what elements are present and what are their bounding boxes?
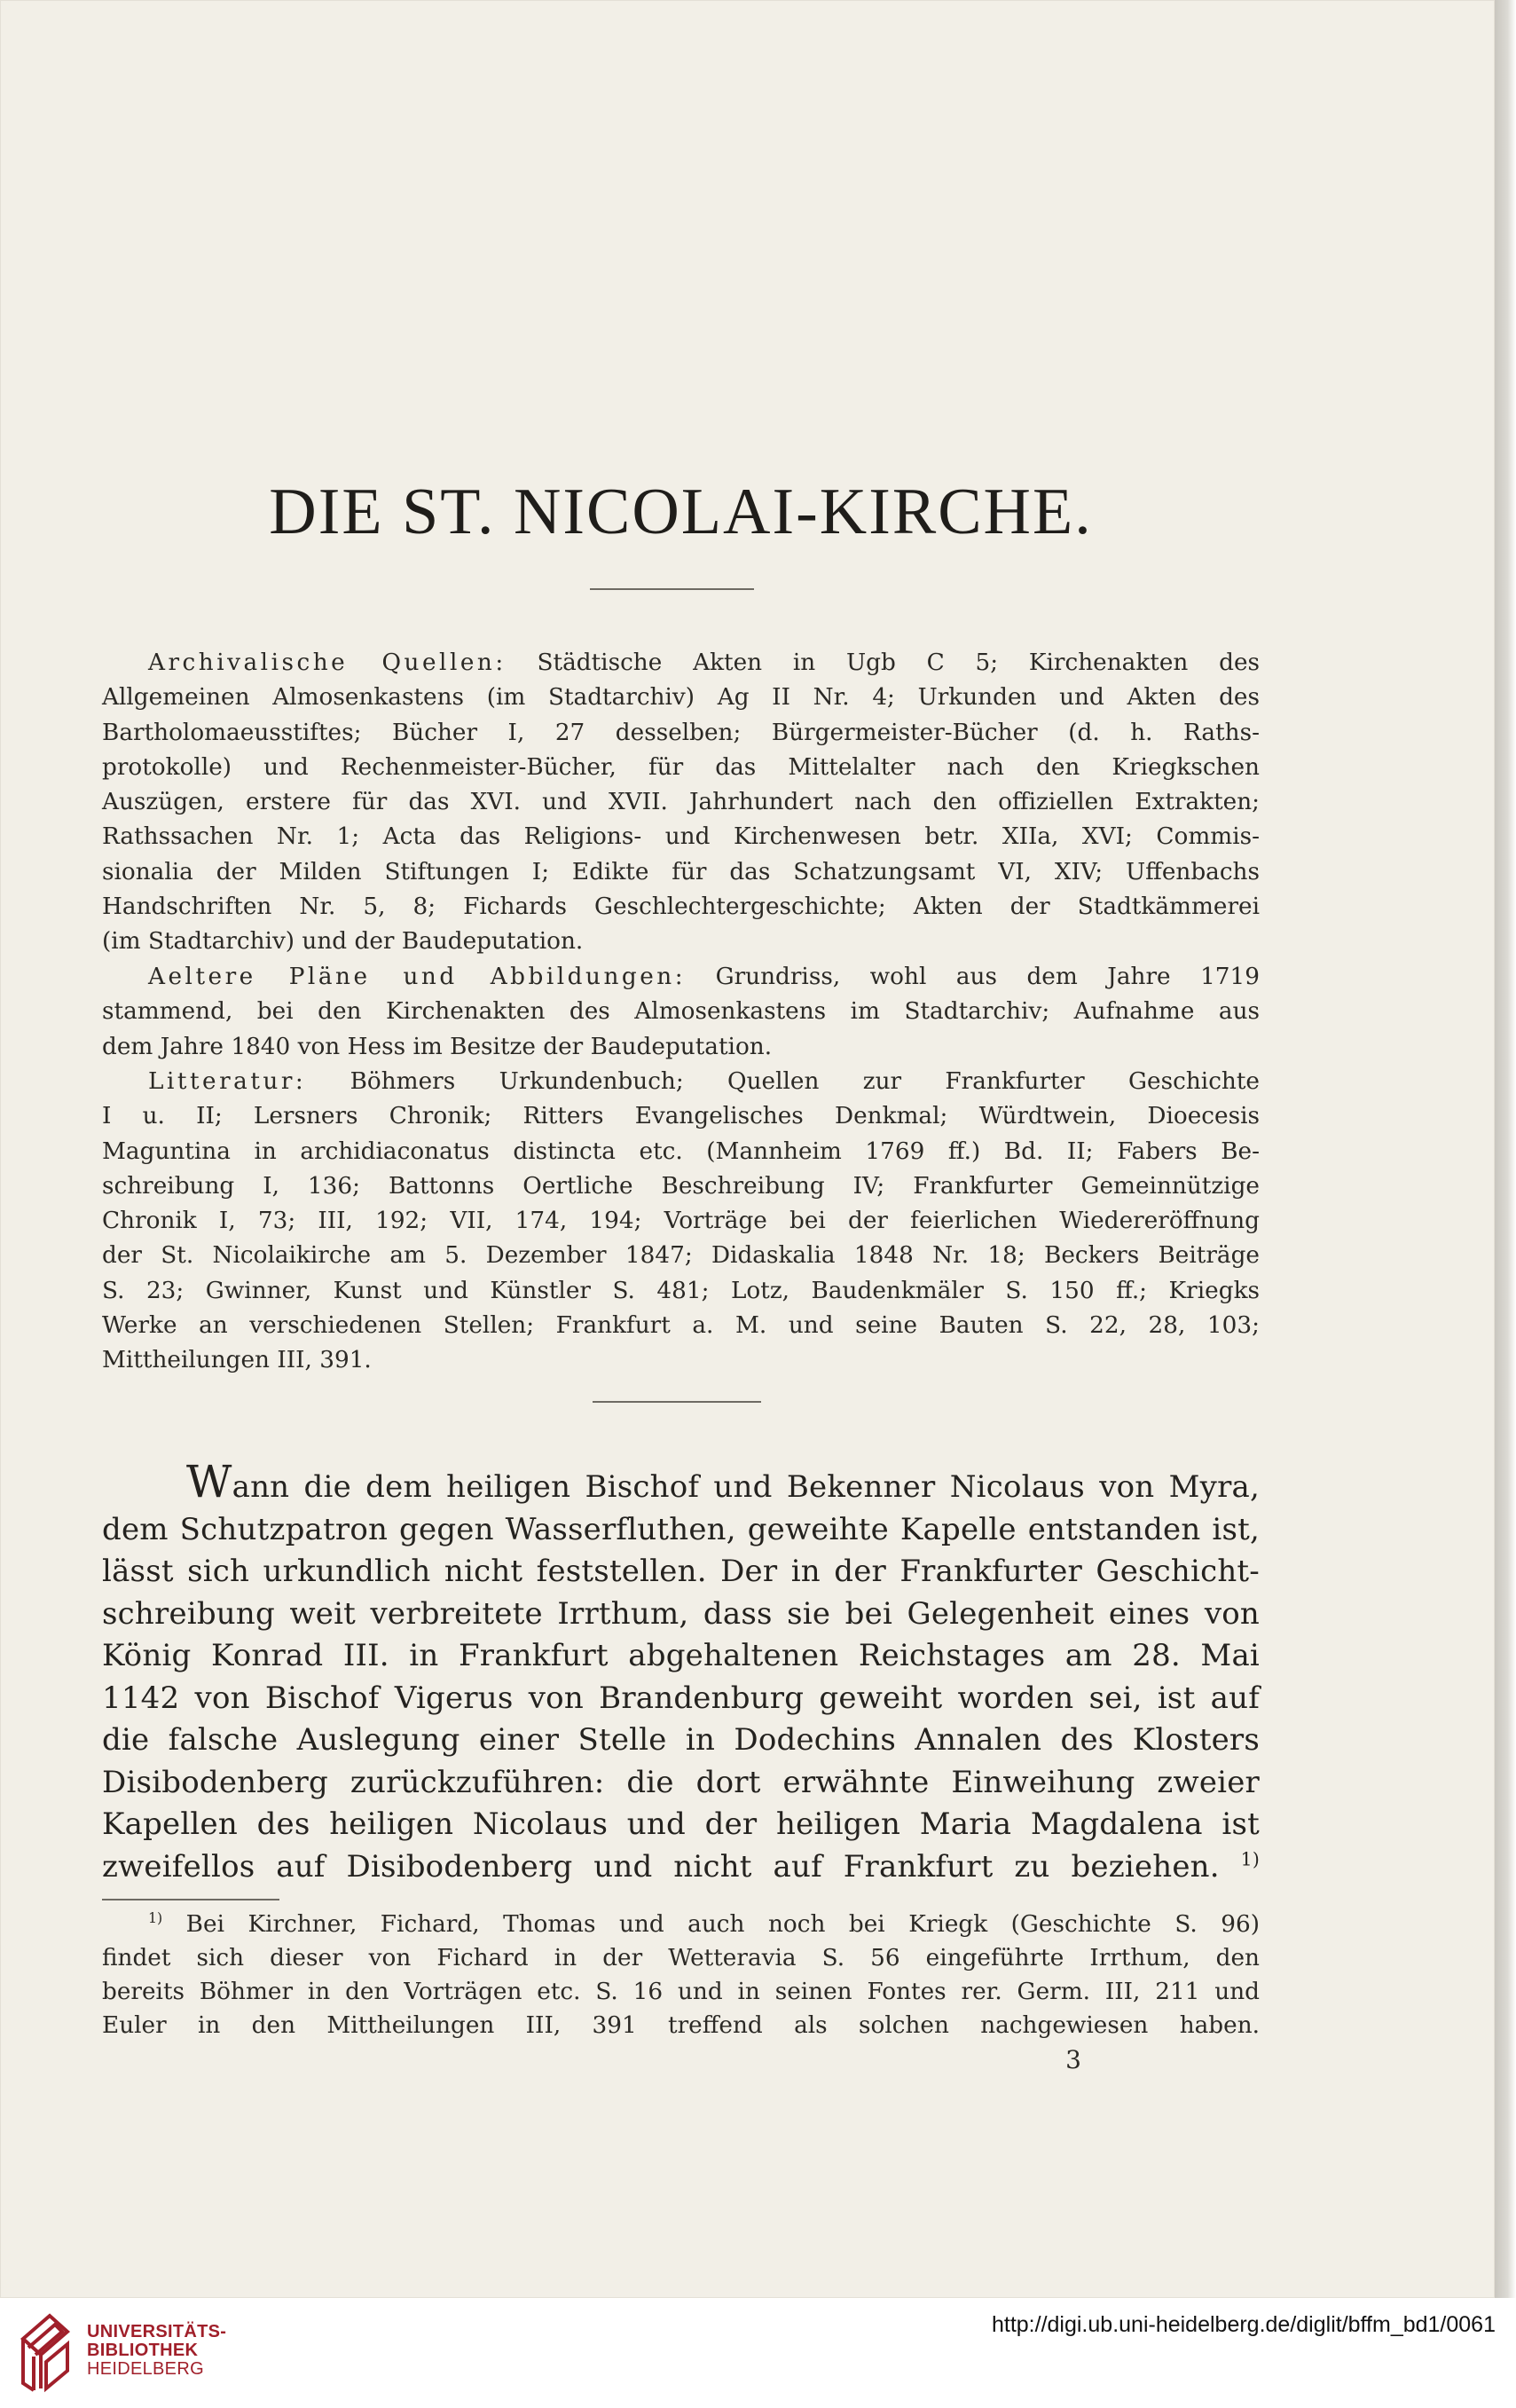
text-line: Wann die dem heiligen Bischof und Bekenner Nicolaus von Myra, — [186, 1456, 1260, 1507]
section-label: Archivalische Quellen: — [148, 649, 507, 676]
section-label: Litteratur: — [148, 1068, 307, 1095]
text-line: Archivalische Quellen: Städtische Akten in Ugb C 5; Kirchenakten des — [148, 649, 1261, 676]
text-line: stammend, bei den Kirchenakten des Almosenkastens im Stadtarchiv; Aufnahme aus — [102, 998, 1260, 1026]
title-divider — [590, 588, 754, 590]
text-line: Werke an verschiedenen Stellen; Frankfurt a. M. und seine Bauten S. 22, 28, 103; — [102, 1312, 1260, 1340]
text-line: sionalia der Milden Stiftungen I; Edikte für das Schatzungsamt VI, XIV; Uffenbachs — [102, 858, 1260, 885]
text-line: Kapellen des heiligen Nicolaus und der heiligen Maria Magdalena ist — [102, 1806, 1260, 1842]
text-line: die falsche Auslegung einer Stelle in Dodechins Annalen des Klosters — [102, 1722, 1260, 1758]
section-label: Aeltere Pläne und Abbildungen: — [148, 964, 687, 990]
text-line: Auszügen, erstere für das XVI. und XVII. Jahrhundert nach den offiziellen Extrakten; — [102, 789, 1260, 816]
footnote — [102, 1908, 1260, 2042]
library-name: UNIVERSITÄTS- BIBLIOTHEK HEIDELBERG — [87, 2322, 227, 2379]
text-line: zweifellos auf Disibodenberg und nicht auf Frankfurt zu beziehen. $^{1)}$ — [102, 1848, 1260, 1885]
text-line: 1142 von Bischof Vigerus von Brandenburg geweiht worden sei, ist auf — [102, 1680, 1260, 1716]
text-line: Chronik I, 73; III, 192; VII, 174, 194; Vorträge bei der feierlichen Wiedereröffnung — [102, 1208, 1260, 1235]
archival-sources-paragraph — [102, 646, 1260, 960]
text-line: protokolle) und Rechenmeister-Bücher, für das Mittelalter nach den Kriegkschen — [102, 753, 1260, 781]
text-line: der St. Nicolaikirche am 5. Dezember 1847; Didaskalia 1848 Nr. 18; Beckers Beiträge — [102, 1242, 1260, 1270]
text-line: bereits Böhmer in den Vorträgen etc. S. 16 und in seinen Fontes rer. Germ. III, 211 und — [102, 1979, 1260, 2005]
text-line: dem Jahre 1840 von Hess im Besitze der Baudeputation. — [102, 1033, 773, 1060]
text-line: Mittheilungen III, 391. — [102, 1347, 372, 1374]
text-line: Handschriften Nr. 5, 8; Fichards Geschlechtergeschichte; Akten der Stadtkämmerei — [102, 893, 1260, 921]
text-line: dem Schutzpatron gegen Wasserfluthen, geweihte Kapelle entstanden ist, — [102, 1511, 1260, 1547]
library-logo-icon — [16, 2312, 75, 2394]
page-number: 3 — [1065, 2045, 1081, 2074]
text-line: schreibung weit verbreitete Irrthum, dass sie bei Gelegenheit eines von — [102, 1595, 1260, 1632]
literature-paragraph — [102, 1065, 1260, 1379]
page-title: DIE ST. NICOLAI-KIRCHE. — [269, 476, 1093, 548]
text-line: $^{1)}$ Bei Kirchner, Fichard, Thomas und auch noch bei Kriegk (Geschichte S. 96) — [148, 1909, 1260, 1938]
text-line: findet sich dieser von Fichard in der Wetteravia S. 56 eingeführte Irrthum, den — [102, 1945, 1260, 1971]
text-line: Aeltere Pläne und Abbildungen: Grundriss, wohl aus dem Jahre 1719 — [148, 964, 1260, 990]
text-line: Litteratur: Böhmers Urkundenbuch; Quellen zur Frankfurter Geschichte — [148, 1068, 1260, 1095]
footnote-divider — [102, 1899, 279, 1900]
main-text — [102, 1456, 1260, 1888]
text-line: lässt sich urkundlich nicht feststellen. Der in der Frankfurter Geschicht- — [102, 1554, 1260, 1589]
footnote-marker: 1) — [148, 1909, 163, 1927]
text-line: Allgemeinen Almosenkastens (im Stadtarchiv) Ag II Nr. 4; Urkunden und Akten des — [102, 684, 1260, 712]
text-line: schreibung I, 136; Battonns Oertliche Beschreibung IV; Frankfurter Gemeinnützige — [102, 1172, 1260, 1200]
text-line: (im Stadtarchiv) und der Baudeputation. — [102, 928, 584, 956]
text-line: Rathssachen Nr. 1; Acta das Religions- und Kirchenwesen betr. XIIa, XVI; Commis- — [102, 823, 1260, 851]
text-line: Maguntina in archidiaconatus distincta etc. (Mannheim 1769 ff.) Bd. II; Fabers Be- — [102, 1137, 1260, 1165]
plans-paragraph — [102, 960, 1260, 1065]
source-url-link[interactable]: http://digi.ub.uni-heidelberg.de/diglit/bffm_bd1/0061 — [991, 2312, 1496, 2337]
page-edge-shadow — [1495, 0, 1516, 2298]
footnote-reference: 1) — [1240, 1848, 1260, 1870]
text-line: S. 23; Gwinner, Kunst und Künstler S. 481; Lotz, Baudenkmäler S. 150 ff.; Kriegks — [102, 1277, 1260, 1304]
text-line: I u. II; Lersners Chronik; Ritters Evangelisches Denkmal; Würdtwein, Dioecesis — [102, 1103, 1260, 1130]
text-line: Disibodenberg zurückzuführen: die dort erwähnte Einweihung zweier — [102, 1764, 1260, 1800]
text-line: König Konrad III. in Frankfurt abgehaltenen Reichstages am 28. Mai — [102, 1638, 1260, 1673]
text-line: Bartholomaeusstiftes; Bücher I, 27 desselben; Bürgermeister-Bücher (d. h. Raths- — [102, 719, 1260, 746]
initial-letter: W — [186, 1456, 232, 1507]
section-divider — [593, 1401, 761, 1403]
text-line: Euler in den Mittheilungen III, 391 treffend als solchen nachgewiesen haben. — [102, 2012, 1260, 2039]
